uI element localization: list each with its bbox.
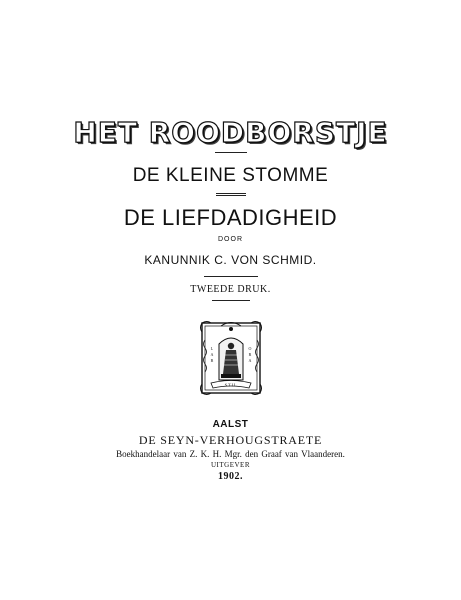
svg-text:R: R xyxy=(248,352,252,357)
svg-text:O: O xyxy=(248,346,252,351)
imprint-year: 1902. xyxy=(218,471,243,482)
printer-device-emblem-icon xyxy=(199,320,263,396)
author-name: KANUNNIK C. VON SCHMID. xyxy=(144,253,317,267)
edition-divider xyxy=(212,300,250,301)
svg-text:B: B xyxy=(210,358,214,363)
edition-label: TWEEDE DRUK. xyxy=(190,284,271,295)
imprint-role: UITGEVER xyxy=(211,461,250,469)
author-divider xyxy=(204,276,258,277)
by-label: DOOR xyxy=(218,236,243,243)
subtitle-divider xyxy=(216,193,246,196)
svg-text:A: A xyxy=(210,352,214,357)
subtitle-first: DE KLEINE STOMME xyxy=(132,165,329,186)
book-title: HET ROODBORSTJE xyxy=(73,116,388,149)
svg-text:STIL: STIL xyxy=(224,382,238,388)
title-divider xyxy=(215,152,247,153)
imprint-city: AALST xyxy=(212,419,249,430)
subtitle-second: DE LIEFDADIGHEID xyxy=(123,205,338,230)
imprint-bookseller: Boekhandelaar van Z. K. H. Mgr. den Graaf van Vlaanderen. xyxy=(116,449,345,459)
imprint-publisher: DE SEYN-VERHOUGSTRAETE xyxy=(138,433,323,447)
svg-text:L: L xyxy=(210,346,214,351)
svg-text:A: A xyxy=(248,358,252,363)
